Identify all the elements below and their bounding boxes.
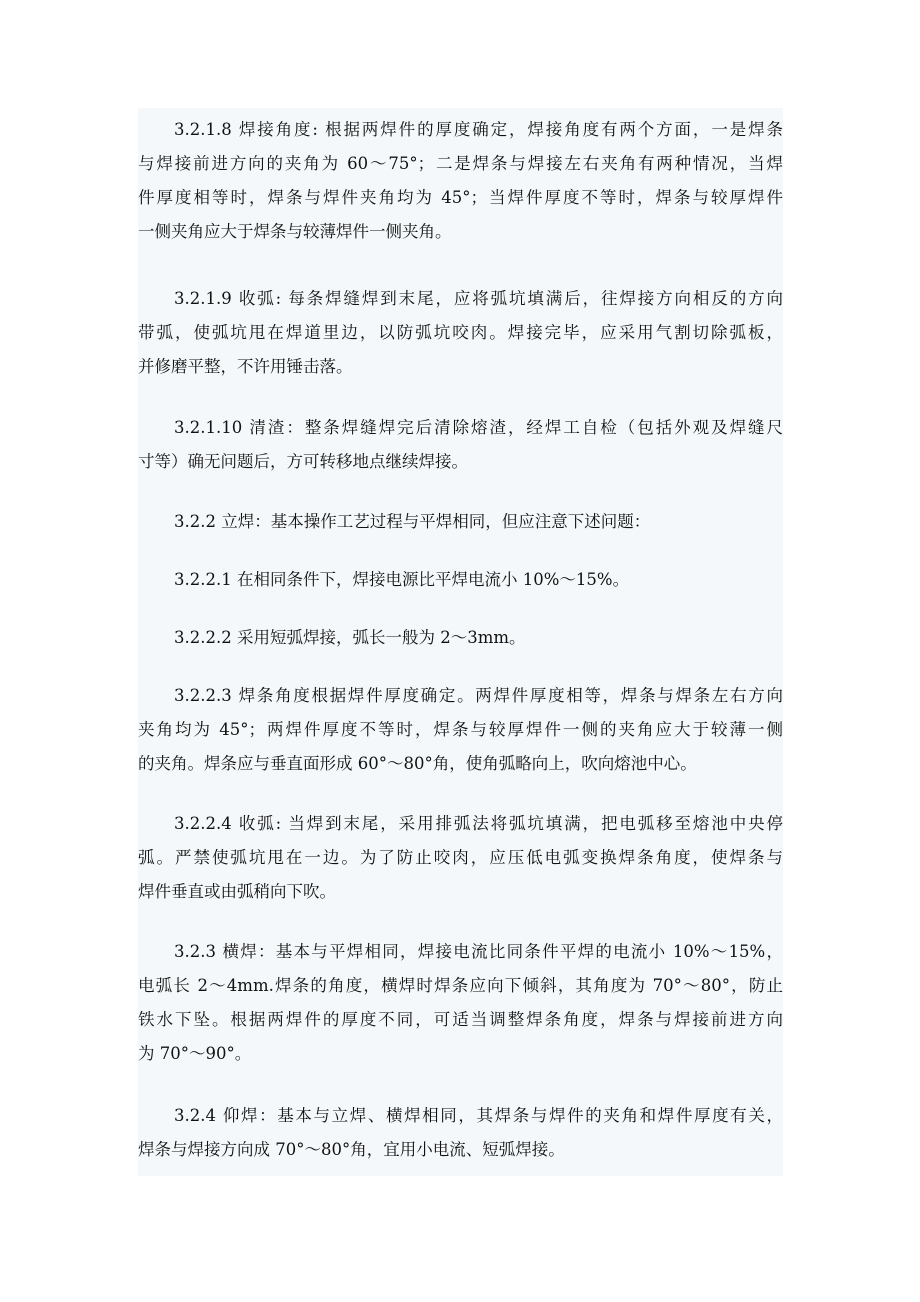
paragraph-3-2-1-8 <box>138 113 783 249</box>
text-line: 3.2.2.3 焊条角度根据焊件厚度确定。两焊件厚度相等，焊条与焊条左右方向 <box>174 686 783 705</box>
paragraph-3-2-2-4 <box>138 807 783 909</box>
text-line: 夹角均为 45°；两焊件厚度不等时，焊条与较厚焊件一侧的夹角应大于较薄一侧 <box>138 720 783 739</box>
text-line: 件厚度相等时，焊条与焊件夹角均为 45°；当焊件厚度不等时，焊条与较厚焊件 <box>138 188 783 207</box>
document-body <box>138 108 783 1176</box>
text-line: 3.2.1.8 焊接角度: 根据两焊件的厚度确定，焊接角度有两个方面，一是焊条 <box>174 120 783 139</box>
text-line: 寸等）确无问题后，方可转移地点继续焊接。 <box>138 452 468 471</box>
text-line: 带弧，使弧坑甩在焊道里边，以防弧坑咬肉。焊接完毕，应采用气割切除弧板， <box>138 323 783 342</box>
paragraph-3-2-3 <box>138 935 783 1071</box>
text-line: 一侧夹角应大于焊条与较薄焊件一侧夹角。 <box>138 222 452 241</box>
text-line: 3.2.3 横焊：基本与平焊相同，焊接电流比同条件平焊的电流小 10%～15%， <box>174 942 783 961</box>
paragraph-3-2-2-1 <box>138 563 783 597</box>
paragraph-3-2-2-2 <box>138 621 783 655</box>
text-line: 与焊接前进方向的夹角为 60～75°；二是焊条与焊接左右夹角有两种情况，当焊 <box>138 154 783 173</box>
text-line: 弧。严禁使弧坑甩在一边。为了防止咬肉，应压低电弧变换焊条角度，使焊条与 <box>138 848 783 867</box>
paragraph-3-2-2-3 <box>138 679 783 781</box>
text-line: 电弧长 2～4mm.焊条的角度，横焊时焊条应向下倾斜，其角度为 70°～80°，防止 <box>138 976 783 995</box>
text-line: 并修磨平整，不许用锤击落。 <box>138 357 353 376</box>
text-line: 为 70°～90°。 <box>138 1044 252 1063</box>
paragraph-3-2-2 <box>138 505 783 539</box>
text-line: 3.2.2.1 在相同条件下，焊接电源比平焊电流小 10%～15%。 <box>174 570 630 589</box>
text-line: 3.2.1.9 收弧: 每条焊缝焊到末尾，应将弧坑填满后，往焊接方向相反的方向 <box>174 289 783 308</box>
text-line: 3.2.2 立焊：基本操作工艺过程与平焊相同，但应注意下述问题： <box>174 512 651 531</box>
text-line: 3.2.2.4 收弧: 当焊到末尾，采用排弧法将弧坑填满，把电弧移至熔池中央停 <box>174 814 783 833</box>
text-line: 焊条与焊接方向成 70°～80°角，宜用小电流、短弧焊接。 <box>138 1140 565 1159</box>
paragraph-3-2-1-9 <box>138 282 783 384</box>
text-line: 3.2.1.10 清渣：整条焊缝焊完后清除熔渣，经焊工自检（包括外观及焊缝尺 <box>174 418 783 437</box>
text-line: 3.2.4 仰焊：基本与立焊、横焊相同，其焊条与焊件的夹角和焊件厚度有关， <box>174 1106 783 1125</box>
paragraph-3-2-4 <box>138 1099 783 1167</box>
text-line: 焊件垂直或由弧稍向下吹。 <box>138 882 336 901</box>
text-line: 3.2.2.2 采用短弧焊接，弧长一般为 2～3mm。 <box>174 628 526 647</box>
text-line: 的夹角。焊条应与垂直面形成 60°～80°角，使角弧略向上，吹向熔池中心。 <box>138 754 697 773</box>
text-line: 铁水下坠。根据两焊件的厚度不同，可适当调整焊条角度，焊条与焊接前进方向 <box>138 1010 783 1029</box>
paragraph-3-2-1-10 <box>138 411 783 479</box>
